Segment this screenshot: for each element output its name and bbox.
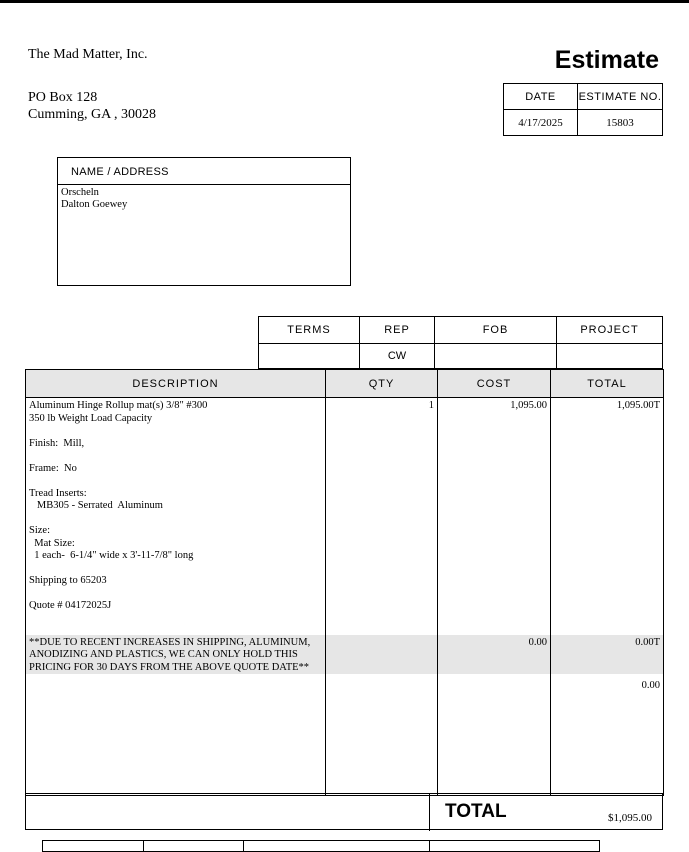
description-line: PRICING FOR 30 DAYS FROM THE ABOVE QUOTE DATE** <box>29 661 310 673</box>
description-line: 1 each- 6-1/4" wide x 3'-11-7/8" long <box>29 550 194 561</box>
estimate-number-header: ESTIMATE NO. <box>578 84 663 110</box>
document-title: Estimate <box>554 46 659 74</box>
footer-divider <box>243 841 244 851</box>
terms-header: TERMS <box>259 317 360 344</box>
item-cost: 1,095.00 <box>438 398 551 635</box>
item-total: 0.00 <box>551 674 664 795</box>
description-line: Frame: No <box>29 462 77 474</box>
item-total: 1,095.00T <box>551 398 664 635</box>
description-line: ANODIZING AND PLASTICS, WE CAN ONLY HOLD THIS <box>29 649 298 660</box>
item-qty: 1 <box>326 398 438 635</box>
description-line: Finish: Mill, <box>29 437 85 449</box>
total-value: $1,095.00 <box>608 812 652 824</box>
fob-header: FOB <box>435 317 557 344</box>
estimate-number: 15803 <box>578 110 663 136</box>
footer-divider <box>143 841 144 851</box>
total-divider <box>429 794 430 831</box>
item-qty <box>326 674 438 795</box>
line-items-table <box>25 369 664 796</box>
project-value <box>557 344 663 369</box>
description-line: 350 lb Weight Load Capacity <box>29 412 153 424</box>
date-header: DATE <box>504 84 578 110</box>
qty-header: QTY <box>326 370 438 398</box>
total-label: TOTAL <box>445 801 507 822</box>
description-line <box>29 563 322 576</box>
description-line: MB305 - Serrated Aluminum <box>29 500 163 511</box>
item-description <box>26 674 326 795</box>
description-line: Size: <box>29 525 50 536</box>
description-line: Tread Inserts: <box>29 487 87 499</box>
customer-name-line: Orscheln <box>61 187 99 198</box>
total-header: TOTAL <box>551 370 664 398</box>
top-rule <box>0 0 689 3</box>
item-description <box>26 398 326 635</box>
item-description <box>26 635 326 675</box>
company-address-line1: PO Box 128 <box>28 90 98 105</box>
item-qty <box>326 635 438 675</box>
description-line: Quote # 04172025J <box>29 600 112 611</box>
company-address-line2: Cumming, GA , 30028 <box>28 107 156 122</box>
description-line <box>29 588 322 601</box>
description-line <box>29 425 322 438</box>
rep-value: CW <box>360 344 435 369</box>
table-row <box>26 398 664 635</box>
fob-value <box>435 344 557 369</box>
cost-header: COST <box>438 370 551 398</box>
name-address-header: NAME / ADDRESS <box>58 158 350 185</box>
description-line <box>29 450 322 463</box>
description-line <box>29 513 322 526</box>
name-address-box <box>57 157 351 286</box>
item-cost: 0.00 <box>438 635 551 675</box>
company-name: The Mad Matter, Inc. <box>28 47 148 62</box>
description-line: Aluminum Hinge Rollup mat(s) 3/8" #300 <box>29 400 208 411</box>
table-row <box>26 674 664 795</box>
description-line <box>29 475 322 488</box>
customer-contact-line: Dalton Goewey <box>61 199 128 210</box>
terms-value <box>259 344 360 369</box>
description-line <box>29 676 322 689</box>
table-row <box>26 635 664 675</box>
total-box <box>25 793 663 830</box>
terms-table <box>258 316 663 369</box>
footer-divider <box>429 841 430 851</box>
description-header: DESCRIPTION <box>26 370 326 398</box>
description-line: Mat Size: <box>29 537 75 549</box>
item-total: 0.00T <box>551 635 664 675</box>
estimate-date: 4/17/2025 <box>504 110 578 136</box>
description-line: Shipping to 65203 <box>29 575 107 586</box>
description-line: **DUE TO RECENT INCREASES IN SHIPPING, ALUMINUM, <box>29 636 311 648</box>
estimate-meta-table <box>503 83 663 136</box>
project-header: PROJECT <box>557 317 663 344</box>
item-cost <box>438 674 551 795</box>
rep-header: REP <box>360 317 435 344</box>
footer-table-fragment <box>42 840 600 852</box>
